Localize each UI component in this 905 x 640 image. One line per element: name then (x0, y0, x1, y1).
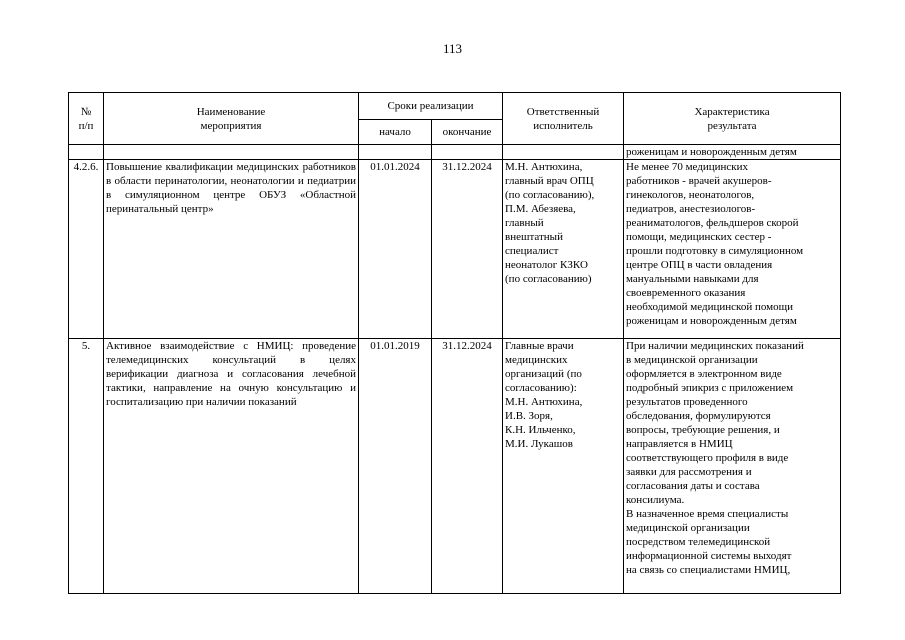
header-end: окончание (432, 120, 503, 145)
cell-start: 01.01.2019 (359, 339, 432, 594)
header-num: № п/п (69, 93, 104, 145)
header-period: Сроки реализации (359, 93, 503, 120)
cell-name: Повышение квалификации медицинских работников в области перинатологии, неонатологии и педиатрии в симуляционном центре ОБУЗ «Областной перинатальный центр» (104, 160, 359, 339)
table-header (69, 93, 841, 145)
events-table (68, 92, 841, 594)
cell-num: 5. (69, 339, 104, 594)
cell-responsible: Главные врачи медицинских организаций (по согласованию): М.Н. Антюхина, И.В. Зоря, К.Н. Ильченко, М.И. Лукашов (503, 339, 624, 594)
cell-start (359, 145, 432, 160)
cell-responsible: М.Н. Антюхина, главный врач ОПЦ (по согласованию), П.М. Абезяева, главный внештатный специалист неонатолог КЗКО (по согласованию) (503, 160, 624, 339)
header-name: Наименование мероприятия (104, 93, 359, 145)
header-result: Характеристика результата (624, 93, 841, 145)
header-start: начало (359, 120, 432, 145)
page-number: 113 (442, 41, 463, 56)
table-row (69, 160, 841, 339)
cell-name: Активное взаимодействие с НМИЦ: проведение телемедицинских консультаций в целях верификации диагноза и согласования лечебной тактики, направление на очную консультацию и госпитализацию при наличии показаний (104, 339, 359, 594)
cell-responsible (503, 145, 624, 160)
header-responsible: Ответственный исполнитель (503, 93, 624, 145)
table-row-carry-over (69, 145, 841, 160)
cell-end: 31.12.2024 (432, 160, 503, 339)
cell-end: 31.12.2024 (432, 339, 503, 594)
cell-num (69, 145, 104, 160)
cell-end (432, 145, 503, 160)
cell-start: 01.01.2024 (359, 160, 432, 339)
cell-name (104, 145, 359, 160)
cell-result: При наличии медицинских показаний в медицинской организации оформляется в электронном виде подробный эпикриз с приложением результатов проведенного обследования, формулируются вопросы, требующие решения, и направляется в НМИЦ соответствующего профиля в виде заявки для рассмотрения и согласования даты и состава консилиума. В назначенное время специалисты медицинской организации посредством телемедицинской информационной системы выходят на связь со специалистами НМИЦ, (624, 339, 841, 594)
table-row (69, 339, 841, 594)
cell-result: Не менее 70 медицинских работников - врачей акушеров- гинекологов, неонатологов, педиатров, анестезиологов- реаниматологов, фельдшеров скорой помощи, медицинских сестер - прошли подготовку в симуляционном центре ОПЦ в части овладения мануальными навыками для своевременного оказания необходимой медицинской помощи роженицам и новорожденным детям (624, 160, 841, 339)
cell-num: 4.2.6. (69, 160, 104, 339)
cell-result: роженицам и новорожденным детям (624, 145, 841, 160)
